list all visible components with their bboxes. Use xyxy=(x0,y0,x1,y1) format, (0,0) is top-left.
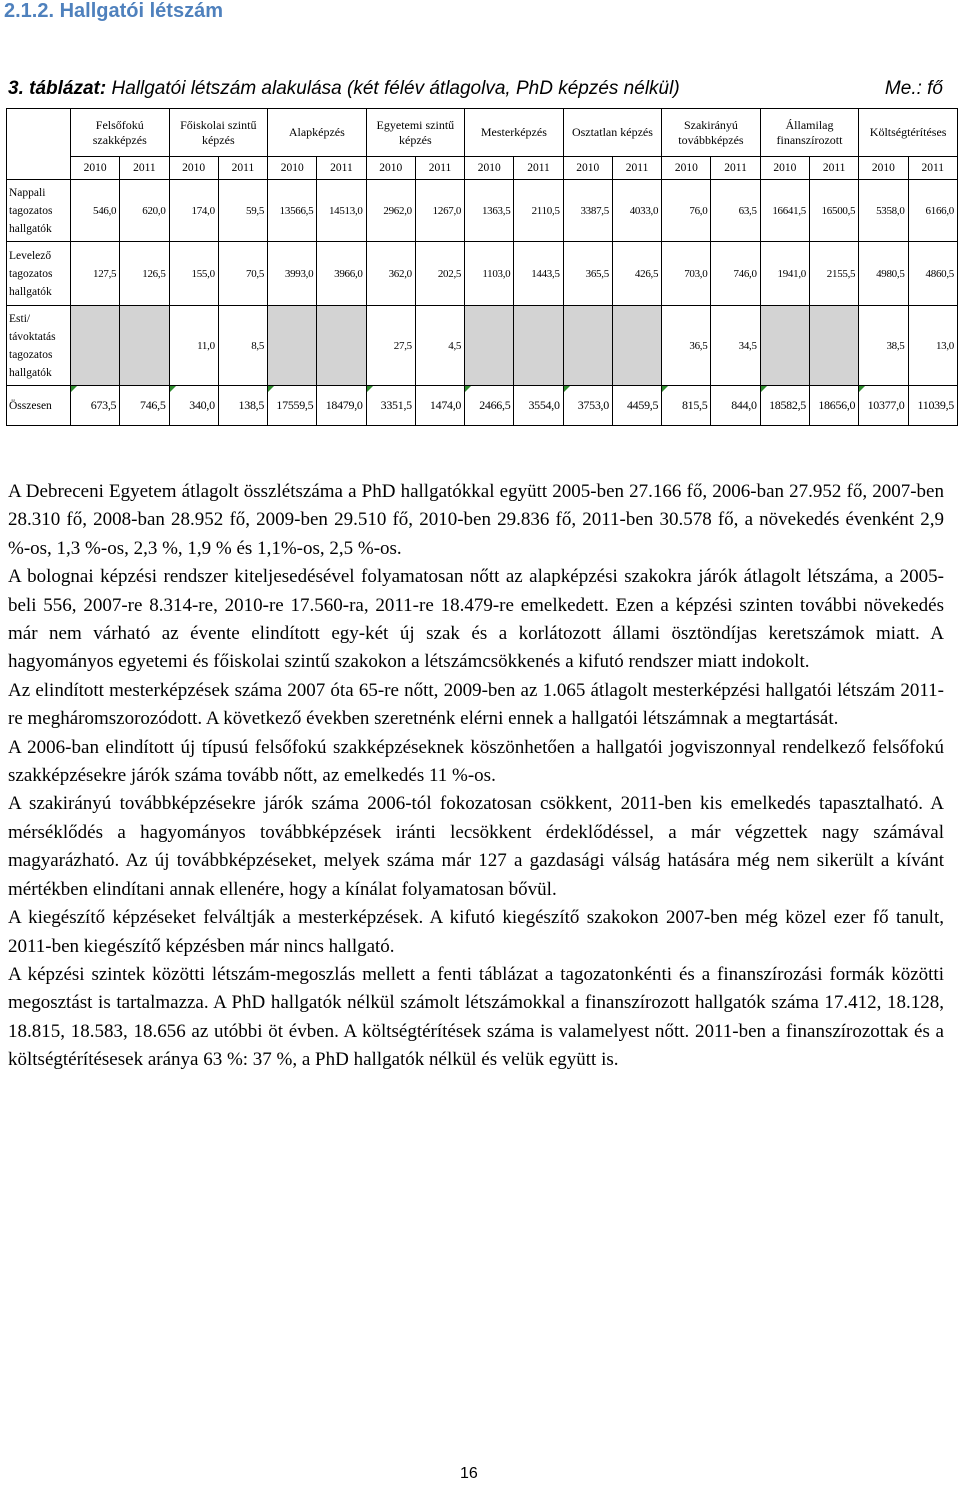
column-header: Államilag finanszírozott xyxy=(760,109,859,157)
table-cell: 126,5 xyxy=(120,242,169,306)
table-cell: 1267,0 xyxy=(415,180,464,242)
paragraph: A szakirányú továbbképzésekre járók száma 2006-tól fokozatosan csökkent, 2011-ben kis emelkedés tapasztalható. A mérséklődés a hagyományos továbbképzések iránti lecsökkent érdeklődéssel, a már végzettek nagy számával magyarázható. Az új továbbképzéseket, melyek száma már 127 a gazdasági válság hatására még nem sikerült a kívánt mértékben elindítani annak ellenére, hogy a kínálat folyamatosan bővül. xyxy=(8,793,944,900)
table-cell xyxy=(120,306,169,386)
table-caption-text: Hallgatói létszám alakulása (két félév átlagolva, PhD képzés nélkül) xyxy=(106,78,680,99)
total-cell: 844,0 xyxy=(711,386,760,426)
table-caption-label: 3. táblázat: xyxy=(8,78,107,99)
page-number: 16 xyxy=(460,1465,478,1482)
column-header: Mesterképzés xyxy=(465,109,564,157)
year-header: 2011 xyxy=(809,157,858,180)
row-label: Nappali tagozatos hallgatók xyxy=(7,180,71,242)
total-cell: 340,0 xyxy=(169,386,218,426)
table-cell: 5358,0 xyxy=(859,180,908,242)
paragraph: A kiegészítő képzéseket felváltják a mesterképzések. A kifutó kiegészítő szakokon 2007-ben még közel ezer fő tanult, 2011-ben kiegészítő képzésben már nincs hallgató. xyxy=(8,907,944,957)
paragraph: A 2006-ban elindított új típusú felsőfokú szakképzéseknek köszönhetően a hallgatói jogviszonnyal rendelkező felsőfokú szakképzésekre járók száma tovább nőtt, az emelkedés 11 %-os. xyxy=(8,736,944,787)
total-cell: 815,5 xyxy=(662,386,711,426)
table-cell: 13,0 xyxy=(908,306,957,386)
table-cell: 2110,5 xyxy=(514,180,563,242)
table-cell: 27,5 xyxy=(366,306,415,386)
year-header: 2010 xyxy=(859,157,908,180)
table-cell: 4860,5 xyxy=(908,242,957,306)
year-header: 2010 xyxy=(662,157,711,180)
table-cell xyxy=(268,306,317,386)
total-cell: 10377,0 xyxy=(859,386,908,426)
total-cell: 673,5 xyxy=(71,386,120,426)
table-cell: 746,0 xyxy=(711,242,760,306)
body-text xyxy=(8,478,944,1075)
table-cell: 14513,0 xyxy=(317,180,366,242)
table-cell xyxy=(563,306,612,386)
table-cell: 6166,0 xyxy=(908,180,957,242)
year-header: 2011 xyxy=(514,157,563,180)
row-label: Levelező tagozatos hallgatók xyxy=(7,242,71,306)
table-cell: 703,0 xyxy=(662,242,711,306)
table-cell: 155,0 xyxy=(169,242,218,306)
year-header: 2010 xyxy=(563,157,612,180)
table-cell: 8,5 xyxy=(218,306,267,386)
total-row xyxy=(7,386,958,426)
table-year-row xyxy=(7,157,958,180)
table-unit: Me.: fő xyxy=(884,78,943,99)
paragraph: A Debreceni Egyetem átlagolt összlétszáma a PhD hallgatókkal együtt 2005-ben 27.166 fő, 2006-ban 27.952 fő, 2007-ben 28.310 fő, 2008-ban 28.952 fő, 2009-ben 29.510 fő, 2010-ben 29.836 fő, 2011-ben 30.578 fő, a növekedés évenként 2,9 %-os, 1,3 %-os, 2,3 %, 1,9 % és 1,1%-os, 2,5 %-os. xyxy=(8,481,944,559)
year-header: 2010 xyxy=(169,157,218,180)
column-header: Szakirányú továbbképzés xyxy=(662,109,761,157)
year-header: 2010 xyxy=(760,157,809,180)
table-cell xyxy=(760,306,809,386)
table-cell: 202,5 xyxy=(415,242,464,306)
table-cell: 3993,0 xyxy=(268,242,317,306)
table-cell: 1103,0 xyxy=(465,242,514,306)
total-cell: 3554,0 xyxy=(514,386,563,426)
total-cell: 3753,0 xyxy=(563,386,612,426)
year-header: 2011 xyxy=(120,157,169,180)
table-cell xyxy=(465,306,514,386)
table-cell xyxy=(317,306,366,386)
table-cell: 1443,5 xyxy=(514,242,563,306)
year-header: 2011 xyxy=(218,157,267,180)
table-cell: 63,5 xyxy=(711,180,760,242)
table-row xyxy=(7,306,958,386)
total-cell: 2466,5 xyxy=(465,386,514,426)
table-cell: 36,5 xyxy=(662,306,711,386)
column-header: Alapképzés xyxy=(268,109,367,157)
total-cell: 17559,5 xyxy=(268,386,317,426)
table-cell: 4980,5 xyxy=(859,242,908,306)
year-header: 2011 xyxy=(711,157,760,180)
table-cell: 1363,5 xyxy=(465,180,514,242)
table-row xyxy=(7,180,958,242)
total-cell: 138,5 xyxy=(218,386,267,426)
total-cell: 4459,5 xyxy=(612,386,661,426)
table-cell: 362,0 xyxy=(366,242,415,306)
table-cell: 76,0 xyxy=(662,180,711,242)
paragraph: A bolognai képzési rendszer kiteljesedésével folyamatosan nőtt az alapképzési szakokra járók átlagolt létszáma, a 2005-beli 556, 2007-re 8.314-re, 2010-re 17.560-ra, 2011-re 18.479-re emelkedett. Ezen a képzési szinten további növekedés már nem várható az évente elindított egy-két új szak és a korlátozott állami ösztöndíjas keretszámok miatt. A hagyományos egyetemi és főiskolai szintű szakokon a létszámcsökkenés a kifutó rendszer miatt indokolt. xyxy=(8,566,944,673)
table-cell: 2155,5 xyxy=(809,242,858,306)
table-cell: 3387,5 xyxy=(563,180,612,242)
table-cell: 13566,5 xyxy=(268,180,317,242)
table-cell: 546,0 xyxy=(71,180,120,242)
table-cell: 127,5 xyxy=(71,242,120,306)
year-header: 2011 xyxy=(612,157,661,180)
table-header-row xyxy=(7,109,958,157)
year-header: 2011 xyxy=(908,157,957,180)
table-cell xyxy=(71,306,120,386)
table-cell: 59,5 xyxy=(218,180,267,242)
column-header: Főiskolai szintű képzés xyxy=(169,109,268,157)
table-cell: 16500,5 xyxy=(809,180,858,242)
table-caption xyxy=(8,78,953,100)
table-cell: 620,0 xyxy=(120,180,169,242)
year-header: 2010 xyxy=(71,157,120,180)
year-header: 2010 xyxy=(366,157,415,180)
total-cell: 18479,0 xyxy=(317,386,366,426)
table-cell xyxy=(612,306,661,386)
table-cell xyxy=(514,306,563,386)
student-count-table xyxy=(6,108,958,426)
table-cell: 426,5 xyxy=(612,242,661,306)
year-header: 2011 xyxy=(317,157,366,180)
table-cell: 4,5 xyxy=(415,306,464,386)
table-cell: 16641,5 xyxy=(760,180,809,242)
table-cell: 4033,0 xyxy=(612,180,661,242)
year-header: 2010 xyxy=(465,157,514,180)
table-cell: 2962,0 xyxy=(366,180,415,242)
table-cell: 11,0 xyxy=(169,306,218,386)
column-header: Osztatlan képzés xyxy=(563,109,662,157)
column-header: Egyetemi szintű képzés xyxy=(366,109,465,157)
total-cell: 3351,5 xyxy=(366,386,415,426)
column-header: Felsőfokú szakképzés xyxy=(71,109,170,157)
column-header: Költségtérítéses xyxy=(859,109,958,157)
total-label: Összesen xyxy=(7,386,71,426)
table-cell xyxy=(809,306,858,386)
table-row xyxy=(7,242,958,306)
year-header: 2011 xyxy=(415,157,464,180)
total-cell: 746,5 xyxy=(120,386,169,426)
year-header: 2010 xyxy=(268,157,317,180)
total-cell: 1474,0 xyxy=(415,386,464,426)
table-cell: 70,5 xyxy=(218,242,267,306)
table-cell: 38,5 xyxy=(859,306,908,386)
paragraph: Az elindított mesterképzések száma 2007 óta 65-re nőtt, 2009-ben az 1.065 átlagolt mesterképzési hallgatói létszám 2011-re megháromszorozódott. A következő években szeretnénk elérni ennek a hallgatói létszámnak a megtartását. xyxy=(8,679,944,730)
table-cell: 3966,0 xyxy=(317,242,366,306)
table-corner-cell xyxy=(7,109,71,180)
table-cell: 1941,0 xyxy=(760,242,809,306)
table-cell: 34,5 xyxy=(711,306,760,386)
row-label: Esti/ távoktatás tagozatos hallgatók xyxy=(7,306,71,386)
table-cell: 174,0 xyxy=(169,180,218,242)
total-cell: 18656,0 xyxy=(809,386,858,426)
total-cell: 11039,5 xyxy=(908,386,957,426)
total-cell: 18582,5 xyxy=(760,386,809,426)
section-heading: 2.1.2. Hallgatói létszám xyxy=(4,0,223,22)
paragraph: A képzési szintek közötti létszám-megoszlás mellett a fenti táblázat a tagozatonkénti és a finanszírozási formák közötti megosztást is tartalmazza. A PhD hallgatók nélkül számolt létszámokkal a finanszírozott hallgatók száma 17.412, 18.128, 18.815, 18.583, 18.656 az utóbbi öt évben. A költségtérítések száma is valamelyest nőtt. 2011-ben a finanszírozottak és a költségtérítésesek aránya 63 %: 37 %, a PhD hallgatók nélkül és velük együtt is. xyxy=(8,963,944,1071)
table-cell: 365,5 xyxy=(563,242,612,306)
